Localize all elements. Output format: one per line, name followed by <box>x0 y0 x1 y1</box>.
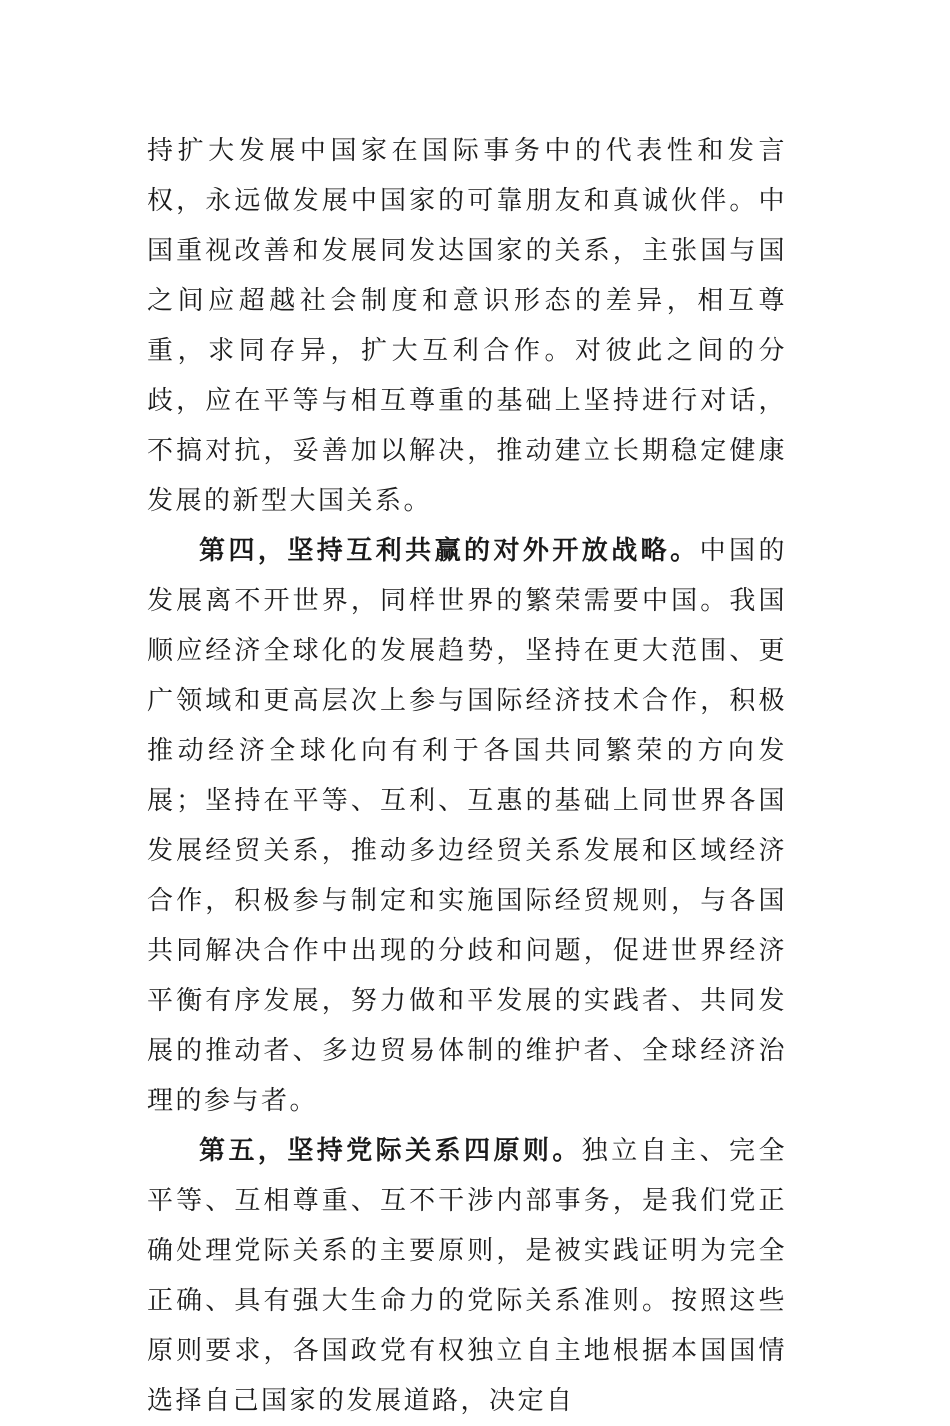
paragraph-1-text: 持扩大发展中国家在国际事务中的代表性和发言权，永远做发展中国家的可靠朋友和真诚伙伴。中国重视改善和发展同发达国家的关系，主张国与国之间应超越社会制度和意识形态的差异，相互尊重，求同存异，扩大互利合作。对彼此之间的分歧，应在平等与相互尊重的基础上坚持进行对话，不搞对抗，妥善加以解决，推动建立长期稳定健康发展的新型大国关系。 <box>147 136 787 516</box>
paragraph-2-heading: 第四，坚持互利共赢的对外开放战略。 <box>199 536 700 566</box>
paragraph-3 <box>147 1126 787 1426</box>
document-body <box>147 126 787 1426</box>
paragraph-1 <box>147 126 787 526</box>
paragraph-3-text: 独立自主、完全平等、互相尊重、互不干涉内部事务，是我们党正确处理党际关系的主要原则，是被实践证明为完全正确、具有强大生命力的党际关系准则。按照这些原则要求，各国政党有权独立自主地根据本国国情选择自己国家的发展道路，决定自 <box>147 1136 787 1416</box>
paragraph-3-heading: 第五，坚持党际关系四原则。 <box>199 1136 582 1166</box>
paragraph-2-text: 中国的发展离不开世界，同样世界的繁荣需要中国。我国顺应经济全球化的发展趋势，坚持在更大范围、更广领域和更高层次上参与国际经济技术合作，积极推动经济全球化向有利于各国共同繁荣的方向发展；坚持在平等、互利、互惠的基础上同世界各国发展经贸关系，推动多边经贸关系发展和区域经济合作，积极参与制定和实施国际经贸规则，与各国共同解决合作中出现的分歧和问题，促进世界经济平衡有序发展，努力做和平发展的实践者、共同发展的推动者、多边贸易体制的维护者、全球经济治理的参与者。 <box>147 536 787 1116</box>
paragraph-2 <box>147 526 787 1126</box>
